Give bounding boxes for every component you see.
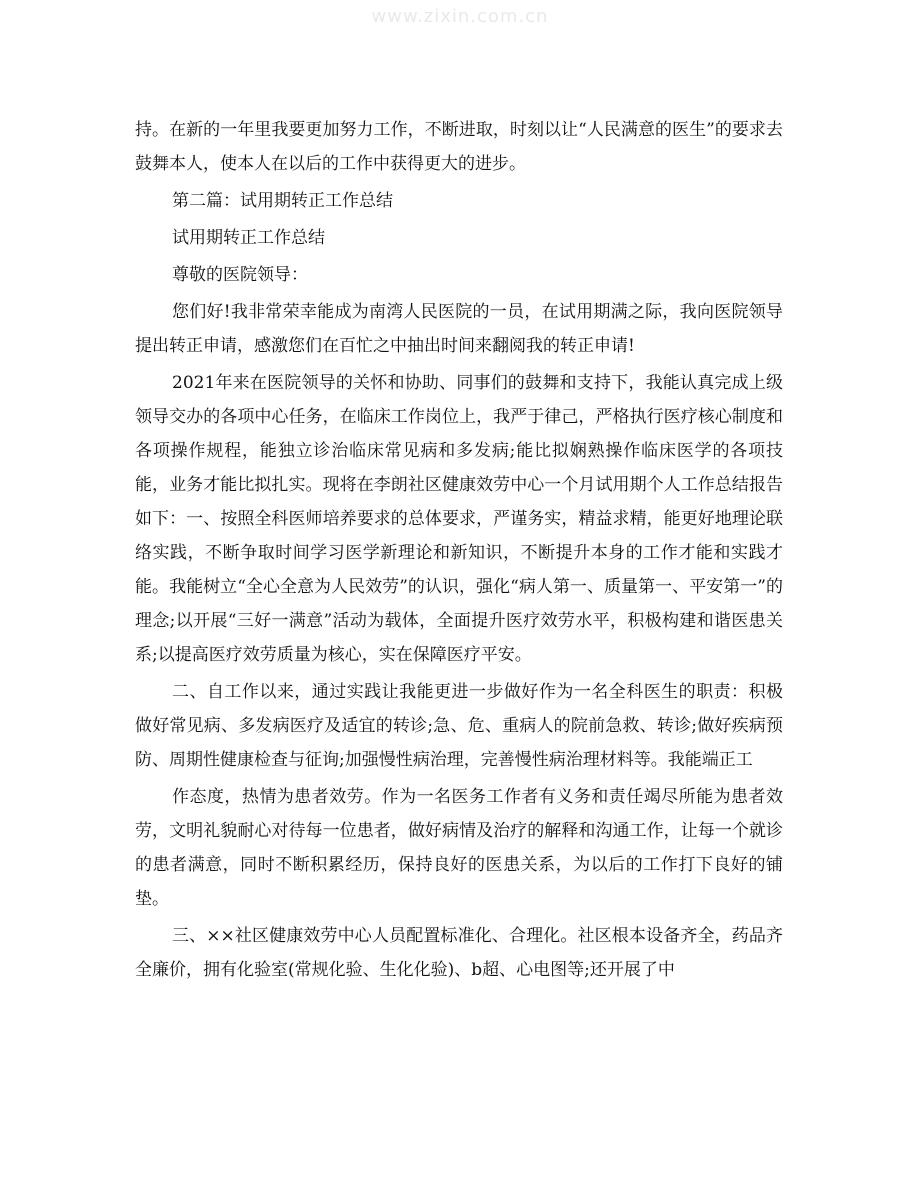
- salutation: 尊敬的医院领导：: [172, 265, 308, 285]
- paragraph-body-2: 二、自工作以来，通过实践让我能更进一步做好作为一名全科医生的职责：积极做好常见病、多发病医疗及适宜的转诊;急、危、重病人的院前急救、转诊;做好疾病预防、周期性健康检查与征询;加强慢性病治理，完善慢性病治理材料等。我能端正工: [135, 682, 783, 770]
- watermark-text: www.zixin.com.cn: [371, 6, 549, 27]
- paragraph-body-3: 作态度，热情为患者效劳。作为一名医务工作者有义务和责任竭尽所能为患者效劳，文明礼貌耐心对待每一位患者，做好病情及治疗的解释和沟通工作，让每一个就诊的患者满意，同时不断积累经历，保持良好的医患关系，为以后的工作打下良好的铺垫。: [135, 787, 783, 909]
- paragraph-continuation: 持。在新的一年里我要更加努力工作，不断进取，时刻以让“人民满意的医生”的要求去鼓舞本人，使本人在以后的工作中获得更大的进步。: [135, 120, 783, 174]
- section-heading: 第二篇：试用期转正工作总结: [172, 191, 393, 211]
- document-body: [135, 113, 783, 987]
- paragraph-greeting: 您们好!我非常荣幸能成为南湾人民医院的一员，在试用期满之际，我向医院领导提出转正申请，感激您们在百忙之中抽出时间来翻阅我的转正申请!: [135, 302, 783, 356]
- document-title: 试用期转正工作总结: [172, 228, 325, 248]
- paragraph-body-1: 2021年来在医院领导的关怀和协助、同事们的鼓舞和支持下，我能认真完成上级领导交办的各项中心任务，在临床工作岗位上，我严于律己，严格执行医疗核心制度和各项操作规程，能独立诊治临床常见病和多发病;能比拟娴熟操作临床医学的各项技能，业务才能比拟扎实。现将在李朗社区健康效劳中心一个月试用期个人工作总结报告如下：一、按照全科医师培养要求的总体要求，严谨务实，精益求精，能更好地理论联络实践，不断争取时间学习医学新理论和新知识，不断提升本身的工作才能和实践才能。我能树立“全心全意为人民效劳”的认识，强化“病人第一、质量第一、平安第一”的理念;以开展“三好一满意”活动为载体，全面提升医疗效劳水平，积极构建和谐医患关系;以提高医疗效劳质量为核心，实在保障医疗平安。: [135, 373, 783, 665]
- paragraph-body-4: 三、××社区健康效劳中心人员配置标准化、合理化。社区根本设备齐全，药品齐全廉价，拥有化验室(常规化验、生化化验)、b超、心电图等;还开展了中: [135, 926, 783, 980]
